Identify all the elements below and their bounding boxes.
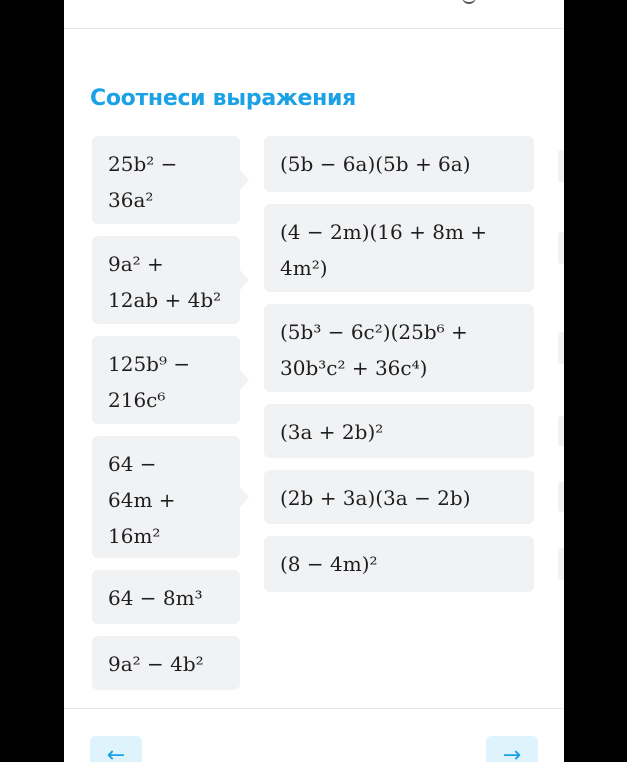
right-card-5[interactable] xyxy=(264,470,534,524)
left-card-6[interactable] xyxy=(92,636,240,690)
right-card-2[interactable] xyxy=(264,204,534,292)
card-line: (3a + 2b)² xyxy=(280,420,384,444)
right-card-4[interactable] xyxy=(264,404,534,458)
prev-button[interactable] xyxy=(90,736,142,762)
arrow-left-icon: ← xyxy=(106,743,126,762)
card-line: 64 − xyxy=(108,452,157,476)
card-line: 125b⁹ − xyxy=(108,352,191,376)
left-card-2[interactable] xyxy=(92,236,240,324)
card-connector xyxy=(240,370,249,390)
card-line: 9a² − 4b² xyxy=(108,652,204,676)
card-line: (2b + 3a)(3a − 2b) xyxy=(280,486,471,510)
card-line: (4 − 2m)(16 + 8m + xyxy=(280,220,488,244)
card-line: 216c⁶ xyxy=(108,388,166,412)
bottom-divider xyxy=(64,708,564,709)
card-line: 4m²) xyxy=(280,256,328,280)
card-line: (5b − 6a)(5b + 6a) xyxy=(280,152,471,176)
card-line: 16m² xyxy=(108,524,161,548)
slot-edge xyxy=(558,232,564,264)
card-line: 64 − 8m³ xyxy=(108,586,203,610)
card-line: 25b² − xyxy=(108,152,178,176)
right-card-3[interactable] xyxy=(264,304,534,392)
right-card-6[interactable] xyxy=(264,536,534,592)
arrow-right-icon: → xyxy=(502,743,522,762)
card-connector xyxy=(240,270,249,290)
top-divider xyxy=(64,28,564,29)
card-line: 64m + xyxy=(108,488,176,512)
card-line: 12ab + 4b² xyxy=(108,288,222,312)
left-card-5[interactable] xyxy=(92,570,240,624)
card-line: (8 − 4m)² xyxy=(280,552,378,576)
right-card-1[interactable] xyxy=(264,136,534,192)
left-card-3[interactable] xyxy=(92,336,240,424)
slot-edge xyxy=(558,548,564,580)
exercise-title: Соотнеси выражения xyxy=(90,86,356,111)
slot-edge xyxy=(558,416,564,446)
slot-edge xyxy=(558,150,564,182)
card-connector xyxy=(240,487,249,507)
slot-edge xyxy=(558,482,564,512)
next-button[interactable] xyxy=(486,736,538,762)
top-corner-icon xyxy=(462,0,476,4)
card-line: 9a² + xyxy=(108,252,164,276)
card-line: (5b³ − 6c²)(25b⁶ + xyxy=(280,320,468,344)
slot-edge xyxy=(558,332,564,364)
exercise-panel xyxy=(64,0,564,762)
card-line: 30b³c² + 36c⁴) xyxy=(280,356,428,380)
card-connector xyxy=(240,170,249,190)
card-line: 36a² xyxy=(108,188,154,212)
left-card-1[interactable] xyxy=(92,136,240,224)
left-card-4[interactable] xyxy=(92,436,240,558)
